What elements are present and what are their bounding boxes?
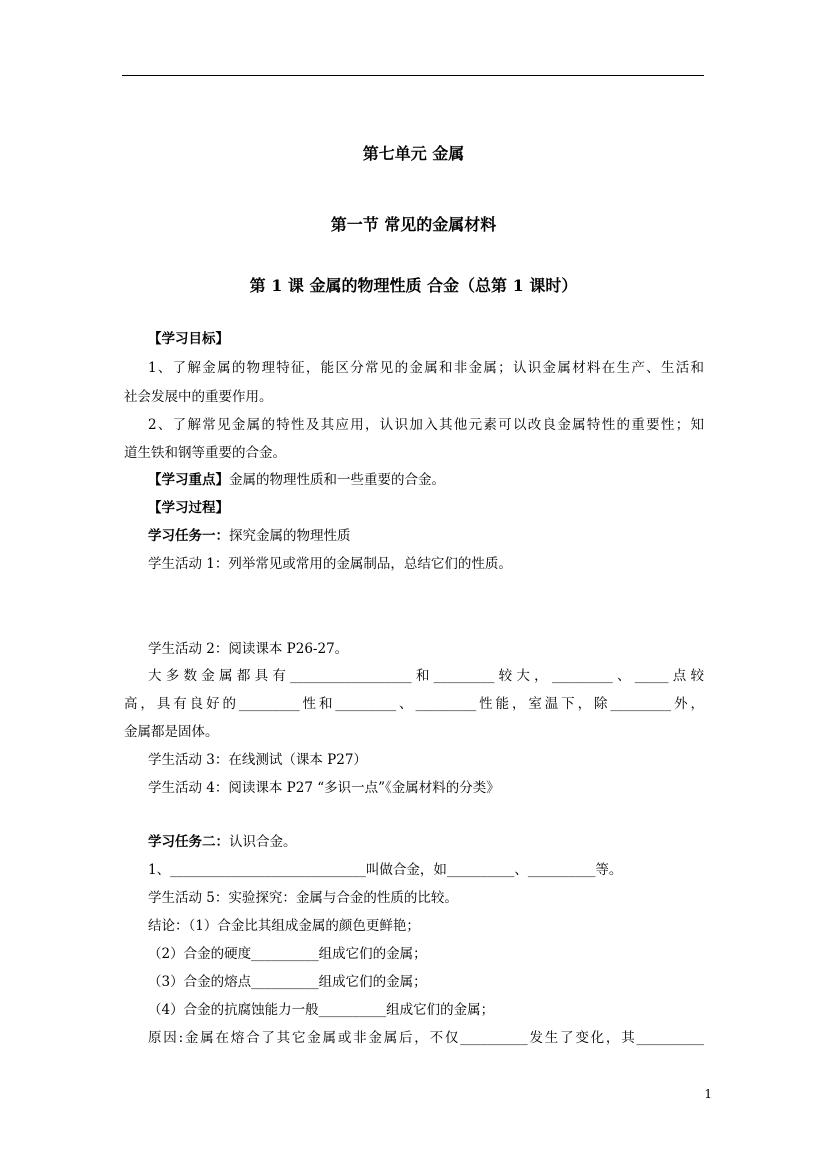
conclusion-2: （2）合金的硬度__________组成它们的金属； [148, 946, 427, 962]
goal-1-line-2: 社会发展中的重要作用。 [124, 389, 273, 405]
task-1-text: 探究金属的物理性质 [229, 528, 351, 544]
task-2-text: 认识合金。 [229, 834, 297, 850]
fill-line-3: 金属都是固体。 [124, 724, 219, 740]
fill-line-2: 高，具有良好的_________性和_________、_________性能，室温下，除_________外， [124, 696, 704, 712]
unit-title: 第七单元 金属 [362, 144, 465, 163]
task-1-line [148, 524, 351, 544]
focus-text: 金属的物理性质和一些重要的合金。 [229, 472, 445, 488]
goals-heading: 【学习目标】 [148, 331, 229, 347]
conclusion-4: （4）合金的抗腐蚀能力一般__________组成它们的金属； [148, 1002, 495, 1018]
focus-heading: 【学习重点】 [148, 472, 229, 488]
activity-4: 学生活动 4：阅读课本 P27 “多识一点”《金属材料的分类》 [148, 780, 500, 796]
goal-2-line-1: 2、了解常见金属的特性及其应用，认识加入其他元素可以改良金属特性的重要性；知 [148, 417, 704, 433]
activity-5: 学生活动 5：实验探究：金属与合金的性质的比较。 [148, 890, 458, 906]
goal-1-line-1: 1、了解金属的物理特征，能区分常见的金属和非金属；认识金属材料在生产、生活和 [148, 360, 704, 376]
activity-3: 学生活动 3：在线测试（课本 P27） [148, 752, 367, 768]
header-rule [122, 75, 704, 76]
reason-line: 原因:金属在熔合了其它金属或非金属后，不仅__________发生了变化，其__________ [148, 1030, 704, 1046]
activity-2: 学生活动 2：阅读课本 P26-27。 [148, 641, 349, 657]
task-2-label: 学习任务二： [148, 834, 229, 850]
task-2-line [148, 830, 297, 850]
section-title: 第一节 常见的金属材料 [330, 215, 497, 234]
activity-1: 学生活动 1：列举常见或常用的金属制品，总结它们的性质。 [148, 556, 512, 572]
lesson-title: 第 1 课 金属的物理性质 合金（总第 1 课时） [249, 276, 578, 295]
conclusion-3: （3）合金的熔点__________组成它们的金属； [148, 974, 427, 990]
process-heading: 【学习过程】 [148, 500, 229, 516]
fill-line-1: 大多数金属都具有__________________和_________较大，_________、_____点较 [148, 668, 704, 684]
task-1-label: 学习任务一： [148, 528, 229, 544]
alloy-definition: 1、_____________________________叫做合金，如__________、__________等。 [148, 862, 623, 878]
conclusion-1: 结论：（1）合金比其组成金属的颜色更鲜艳； [148, 918, 420, 934]
page-number: 1 [704, 1087, 712, 1101]
focus-line [148, 468, 445, 488]
goal-2-line-2: 道生铁和钢等重要的合金。 [124, 445, 286, 461]
